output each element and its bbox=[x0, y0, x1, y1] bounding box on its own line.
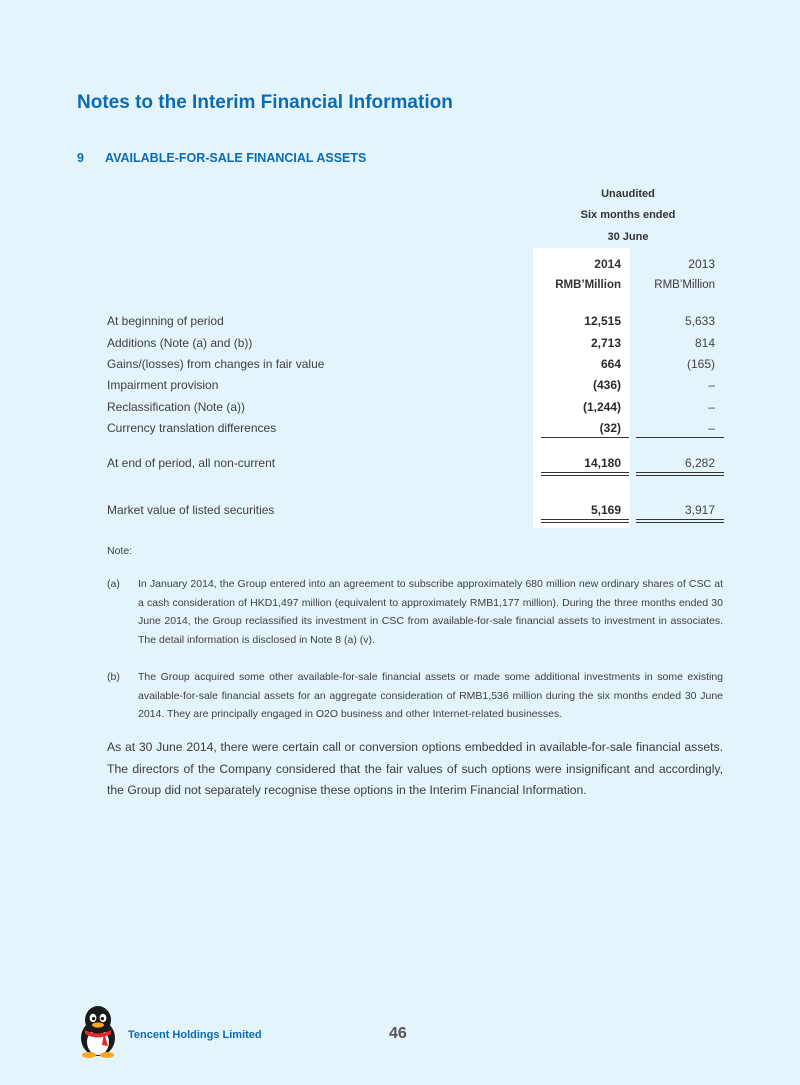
row-value-2014: 5,169 bbox=[590, 503, 621, 517]
row-label: Reclassification (Note (a)) bbox=[107, 400, 246, 414]
row-label: Market value of listed securities bbox=[107, 503, 275, 517]
column-unit-2014: RMB’Million bbox=[555, 279, 621, 291]
table-header-date: 30 June bbox=[607, 231, 649, 243]
row-value-2014: 14,180 bbox=[584, 456, 621, 470]
row-label: Impairment provision bbox=[107, 378, 219, 392]
row-value-2014: 664 bbox=[600, 357, 621, 371]
company-name: Tencent Holdings Limited bbox=[128, 1029, 262, 1041]
note-tag: (a) bbox=[107, 578, 120, 590]
note-text: The Group acquired some other available-for-sale financial assets or made some additional investments in some existing available-for-sale financial assets for an aggregate consideration of RMB1,536 million during the six months ended 30 June 2014. They are principally engaged in O2O business and other Internet-related businesses. bbox=[138, 671, 723, 720]
row-label: Additions (Note (a) and (b)) bbox=[107, 336, 253, 350]
section-number: 9 bbox=[77, 151, 84, 165]
row-label: At beginning of period bbox=[107, 314, 224, 328]
row-value-2014: (1,244) bbox=[582, 400, 621, 414]
note-text: In January 2014, the Group entered into an agreement to subscribe approximately 680 million new ordinary shares of CSC at a cash consideration of HKD1,497 million (equivalent to approximately RMB1,177 million). During the three months ended 30 June 2014, the Group reclassified its investment in CSC from available-for-sale financial assets to investment in associates. The detail information is disclosed in Note 8 (a) (v). bbox=[138, 578, 723, 646]
row-value-2013: (165) bbox=[686, 357, 715, 371]
total-rule-2013 bbox=[636, 472, 724, 476]
row-value-2014: 2,713 bbox=[590, 336, 621, 350]
row-label: At end of period, all non-current bbox=[107, 456, 276, 470]
row-label: Gains/(losses) from changes in fair value bbox=[107, 357, 325, 371]
table-header-period: Six months ended bbox=[580, 209, 676, 221]
section-heading bbox=[77, 151, 366, 165]
closing-paragraph: As at 30 June 2014, there were certain call or conversion options embedded in available-for-sale financial assets. The directors of the Company considered that the fair values of such options were insignificant and accordingly, the Group did not separately recognise these options in the Interim Financial Information. bbox=[107, 740, 723, 797]
penguin-logo-icon bbox=[74, 1004, 122, 1058]
page-number: 46 bbox=[389, 1025, 407, 1042]
subtotal-rule-2014 bbox=[541, 437, 629, 438]
table-header-unaudited: Unaudited bbox=[601, 188, 655, 200]
column-unit-2013: RMB’Million bbox=[654, 279, 715, 291]
row-value-2013: 5,633 bbox=[684, 314, 715, 328]
page-title: Notes to the Interim Financial Information bbox=[77, 92, 453, 113]
row-value-2013: 6,282 bbox=[684, 456, 715, 470]
market-value-rule-2013 bbox=[636, 519, 724, 523]
row-value-2013: – bbox=[708, 421, 715, 435]
row-value-2014: (32) bbox=[599, 421, 621, 435]
note-label: Note: bbox=[107, 545, 133, 557]
section-title: AVAILABLE-FOR-SALE FINANCIAL ASSETS bbox=[105, 151, 367, 165]
note-b bbox=[107, 668, 723, 724]
row-value-2013: 814 bbox=[694, 336, 715, 350]
note-a bbox=[107, 575, 723, 649]
row-value-2013: 3,917 bbox=[684, 503, 715, 517]
row-value-2013: – bbox=[708, 400, 715, 414]
row-value-2013: – bbox=[708, 378, 715, 392]
total-rule-2014 bbox=[541, 472, 629, 476]
note-tag: (b) bbox=[107, 671, 120, 683]
subtotal-rule-2013 bbox=[636, 437, 724, 438]
row-label: Currency translation differences bbox=[107, 421, 277, 435]
row-value-2014: 12,515 bbox=[584, 314, 621, 328]
column-year-2013: 2013 bbox=[688, 257, 715, 271]
column-year-2014: 2014 bbox=[594, 257, 621, 271]
row-value-2014: (436) bbox=[592, 378, 621, 392]
market-value-rule-2014 bbox=[541, 519, 629, 523]
